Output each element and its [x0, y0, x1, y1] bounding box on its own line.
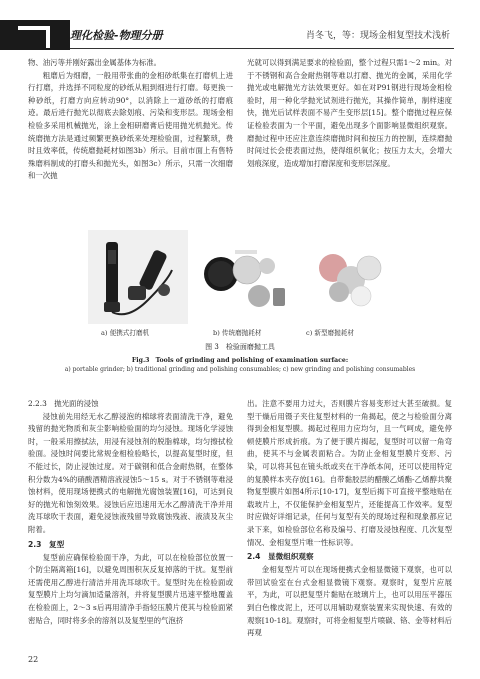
figure-panel-traditional-consumables	[195, 230, 295, 324]
figure-panel-portable-grinder	[88, 230, 188, 324]
figure-title-en: Fig.3 Tools of grinding and polishing of examination surface:	[131, 357, 349, 364]
journal-logo	[0, 20, 70, 50]
figure-title-cn: 图 3 检验面磨抛工具	[205, 343, 275, 351]
right-column-bottom	[247, 398, 452, 640]
paragraph: 浸蚀前先用经无水乙醇浸泡的棉球将表面清洗干净，避免残留的抛光物质和灰尘影响检验面的均匀浸蚀。现场化学浸蚀时，一般采用擦拭法，用浸有浸蚀剂的脱脂棉球，均匀擦拭检验面。浸蚀时间要比常规金相检验略长，以提高复型时度，但不能过长，防止浸蚀过度。对于碳钢和低合金耐热钢，在整体积分数为4%的硝酸酒精溶液浸蚀5～15 s。对于不锈钢等难浸蚀材料，使用现场便携式的电解抛光腐蚀装置[16]，可达到良好的抛光和蚀刻效果。浸蚀后应迅速用无水乙醇清洗干净并用洗耳球吹干表面，避免浸蚀液残留导致腐蚀残液、液渍及灰尘附着。	[28, 411, 233, 534]
consumables-photo-icon	[195, 230, 295, 324]
paragraph: 物、油污等并刚好露出金属基体为标准。	[28, 58, 162, 67]
page-header	[0, 0, 480, 50]
paragraph: 光就可以得到满足要求的检验面，整个过程只需1～2 min。对于不锈钢和高合金耐热钢等难以打磨、抛光的金属，采用化学抛光或电解抛光方法效果更好。如在对P91钢进行现场金相检验时，用一种化学抛光试剂进行抛光，其操作简单，制样速度快，抛光后试样表面不易产生变形层[15]。整个磨抛过程应保证检验表面为一个平面，避免出现多个面影响显微组织观察。磨抛过程中还应注意连续磨抛时间和按压力的控制，连续磨抛时间过长会使表面过热，使得组织氧化；按压力太大，会增大划痕深度，造成增加打磨深度和变形层深度。	[247, 58, 452, 168]
header-rule	[70, 48, 454, 49]
paragraph: 出。注意不要用力过大，否则膜片容易变形过大甚至破损。复型干燥后用镊子夹住复型材料的一角揭起，使之与检验面分离得到金相复型膜。揭起过程用力应均匀，且一气呵成，避免停顿使膜片形成折痕。为了便于膜片揭起，复型时可以留一角弯曲，使其不与金属表面粘合。为防止金相复型膜片变形、污染，可以将其包在镜头纸或夹在干净纸本间，还可以使用特定的复膜样本夹存放[16]。自带黏胶层的醋酸乙烯酯-乙烯醇共聚物复型膜片如图4所示[10-17]，复型后揭下可直接平整地贴在载玻片上，不仅能保护金相复型片，还能提高工作效率。复型时应做好详细记录，任何与复型有关的现场过程和现象都应记录下来，如检验部位名称及编号、打磨及浸蚀程度、几次复型情况、金相复型片唯一性标识等。	[247, 399, 452, 547]
section-heading-2-3: 2.3 复型	[28, 539, 65, 549]
paragraph: 复型前应确保检验面干净，为此，可以在检验部位放置一个防尘隔离箱[16]，以避免周围积灰反复掉落的干扰。复型前还需使用乙醇进行清洁并用洗耳球吹干。复型时先在检验面或复型膜片上均匀滴加适量溶剂，并将复型膜片迅速平整地覆盖在检验面上，2～3 s后再用清净手指轻压膜片使其与检验面紧密贴合，同时将多余的溶剂以及复型里的气泡挤	[28, 552, 233, 625]
running-head: 肖冬飞，等：现场金相复型技术浅析	[305, 31, 450, 41]
section-heading-2-2-3: 2.2.3 抛光面的浸蚀	[28, 399, 99, 408]
journal-title: 理化检验-物理分册	[70, 29, 163, 42]
figure-caption-c: c) 新型磨抛耗材	[306, 329, 354, 337]
paragraph: 金相复型片可以在现场便携式金相显微镜下观察，也可以带回试验室在台式金相显微镜下观察。观察时，复型片应展平，为此，可以把复型片黏贴在玻璃片上，也可以用压平器压到白色橡皮泥上，还可以用辅助观察装置来实现快速、有效的观察[10-18]。观察时，可将金相复型片喷碳、铬、金等材料后再观	[247, 565, 452, 638]
figure-caption-b: b) 传统磨抛耗材	[213, 329, 262, 337]
right-column-top	[247, 57, 452, 170]
page-number: 22	[28, 655, 39, 664]
grinder-photo-icon	[88, 230, 188, 324]
new-consumables-photo-icon	[301, 230, 401, 324]
paragraph: 粗磨后为细磨，一般用带张曲的金相砂纸集在打磨机上进行打磨，并选择不同粒度的砂纸从粗到细进行打磨。每更换一种砂纸，打磨方向应转动90°，以消除上一道砂纸的打磨痕迹。最后进行抛光以彻底去除划痕、污染和变形层。现场金相检验多采用机械抛光，涂上金相研磨膏后使用抛光机抛光。传统磨抛方法是通过频繁更换砂纸来处理检验面，过程繁琐，费时且效率低，传统磨抛耗材如图3b）所示。目前市面上有售特殊磨料制成的打磨头和抛光头，如图3c）所示，只需一次细磨和一次抛	[28, 70, 233, 181]
left-column-bottom	[28, 398, 233, 627]
section-heading-2-4: 2.4 显微组织观察	[247, 552, 314, 562]
figure-subtitle-en: a) portable grinder; b) traditional grinding and polishing consumables; c) new grinding and polishing consumables	[64, 366, 416, 373]
figure-3	[88, 230, 408, 324]
figure-caption-a: a) 便携式打磨机	[101, 329, 150, 337]
figure-panel-new-consumables	[301, 230, 401, 324]
left-column-top	[28, 57, 233, 183]
